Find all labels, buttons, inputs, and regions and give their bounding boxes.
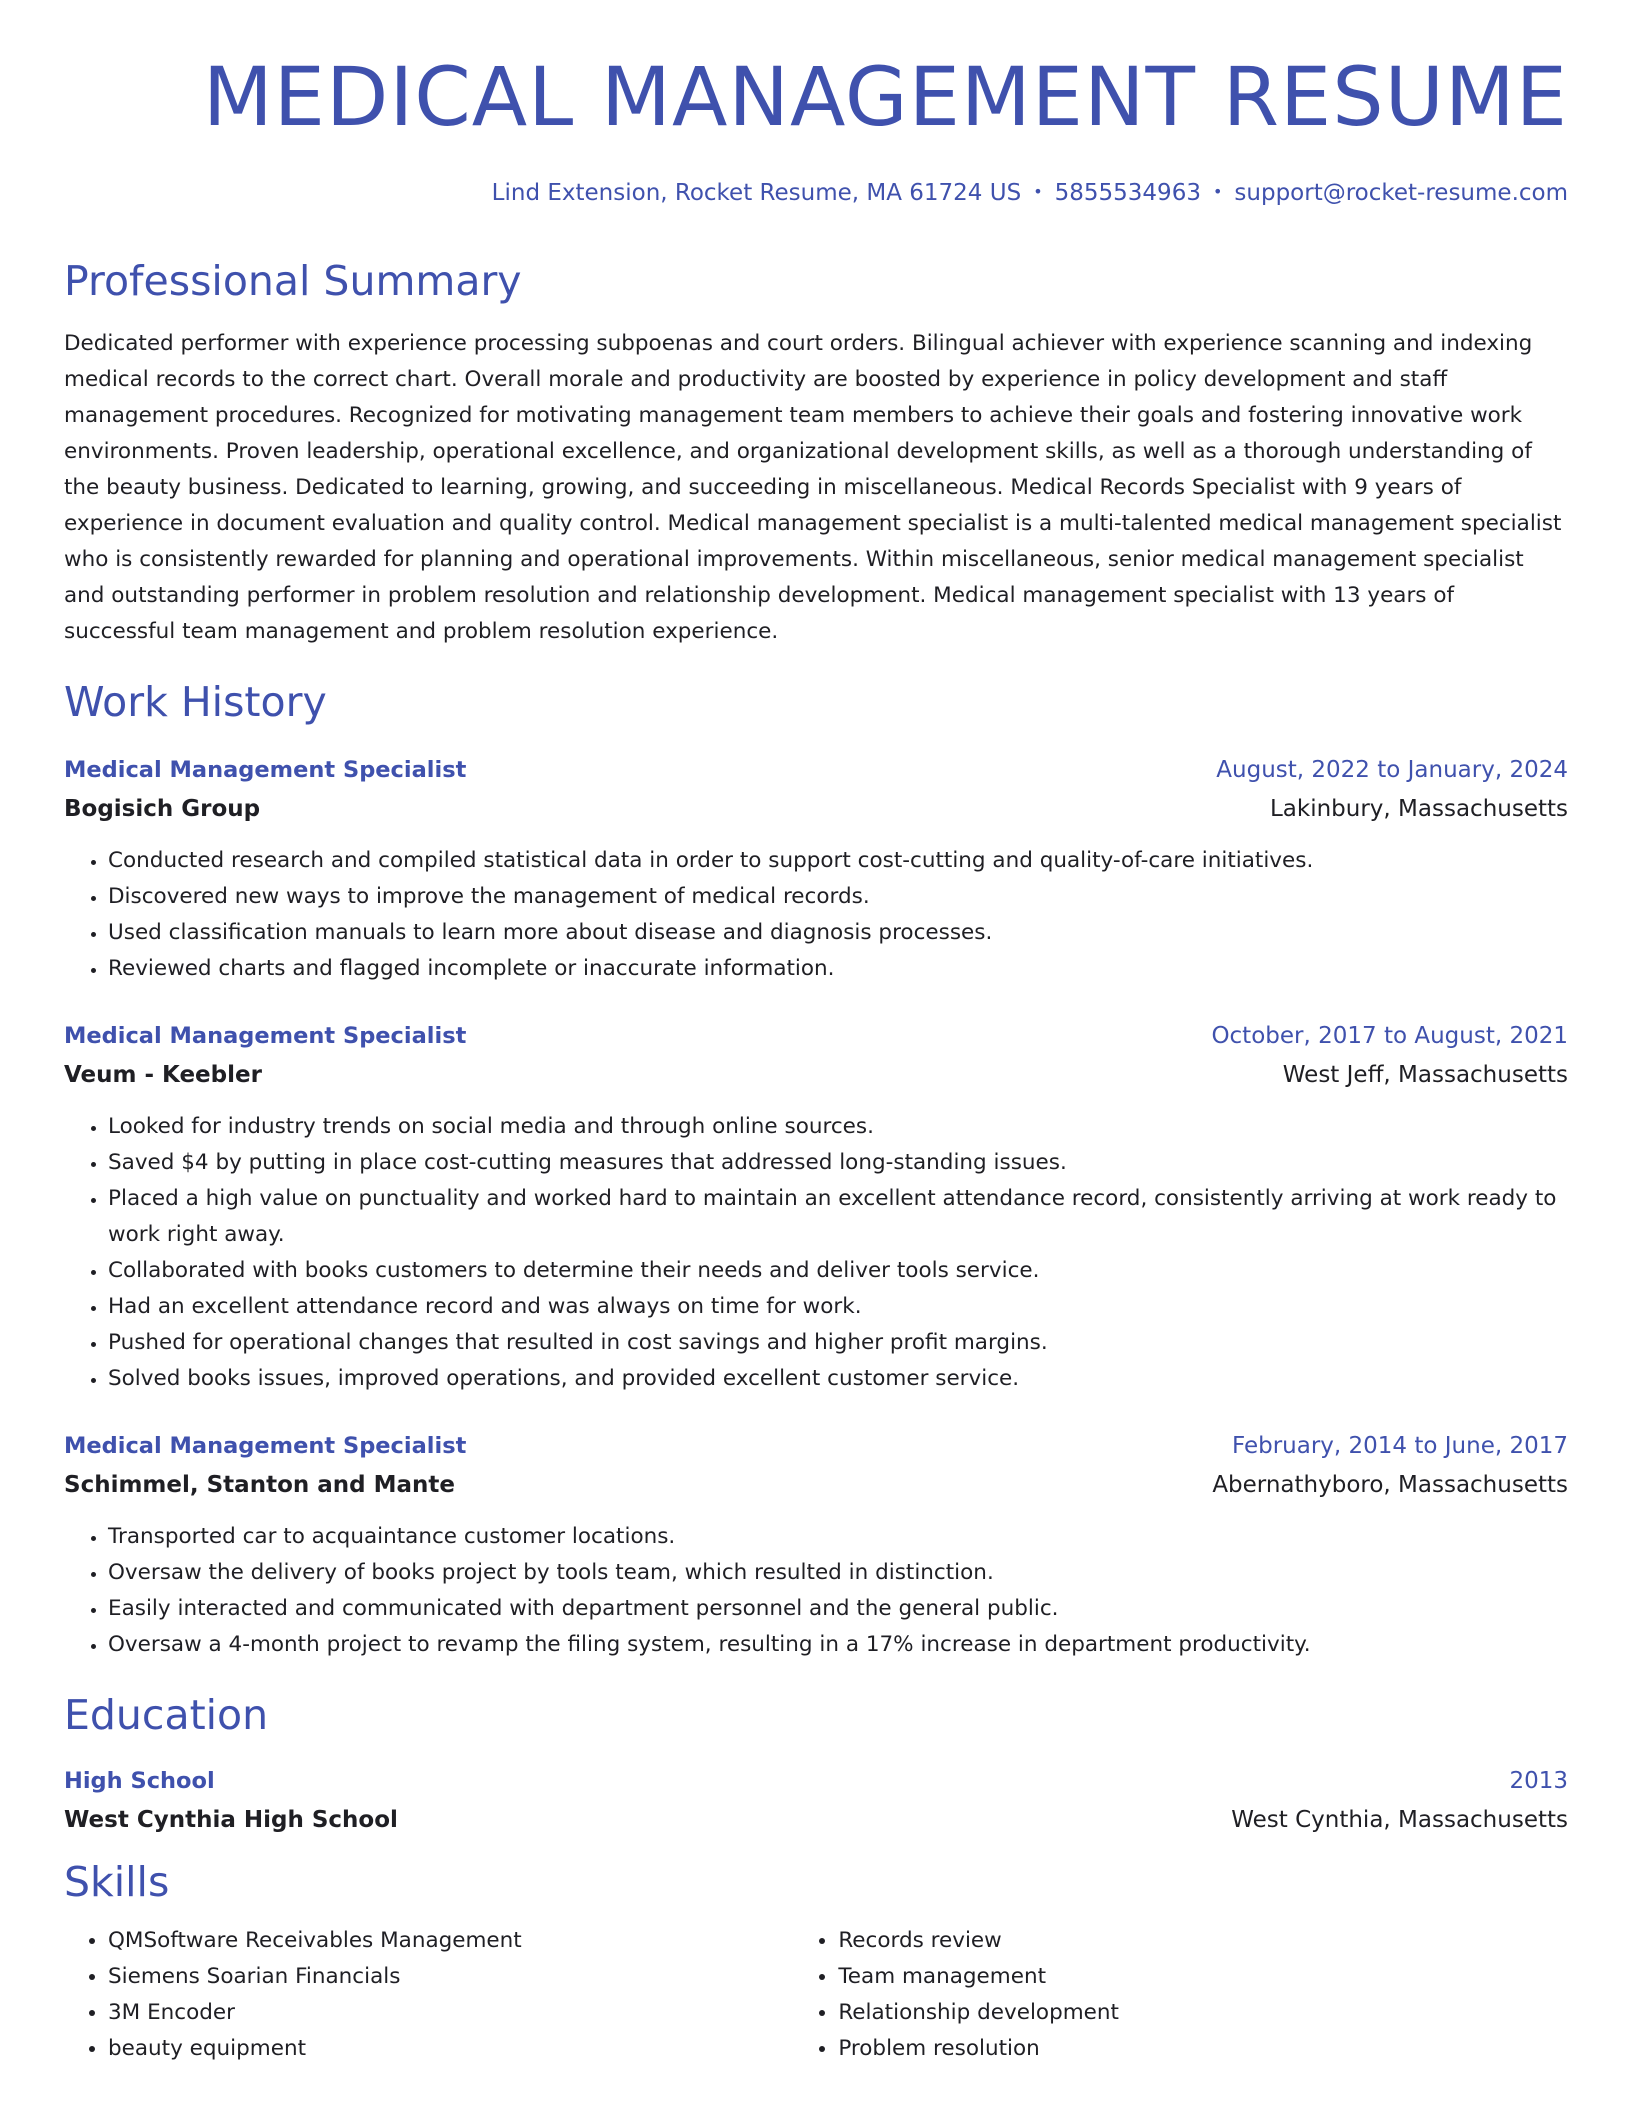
resume-title: MEDICAL MANAGEMENT RESUME (202, 51, 1568, 145)
resume-page (64, 0, 1568, 2067)
job-bullet: • Placed a high value on punctuality and worked hard to maintain an excellent attendance record, consistently arriving at work ready to work right away. (108, 1181, 1568, 1253)
job-dates: February, 2014 to June, 2017 (1231, 1432, 1568, 1459)
job-bullet: • Reviewed charts and flagged incomplete or inaccurate information. (108, 951, 1568, 987)
education-heading: Education (64, 1690, 269, 1739)
skill-item: • Problem resolution (838, 2031, 1568, 2067)
job-company-row (64, 790, 1568, 829)
education-header-row (64, 1762, 1568, 1801)
job-bullet: • Had an excellent attendance record and was always on time for work. (108, 1289, 1568, 1325)
job-bullet: • Conducted research and compiled statistical data in order to support cost-cutting and quality-of-care initiatives. (108, 843, 1568, 879)
contact-line (64, 180, 1568, 208)
job-bullet: • Collaborated with books customers to determine their needs and deliver tools service. (108, 1253, 1568, 1289)
job-bullet: • Discovered new ways to improve the management of medical records. (108, 879, 1568, 915)
contact-address: Lind Extension, Rocket Resume, MA 61724 US (491, 180, 1022, 206)
job-company-row (64, 1056, 1568, 1095)
job-bullet: • Oversaw a 4-month project to revamp the filing system, resulting in a 17% increase in department productivity. (108, 1627, 1568, 1663)
education-location: West Cynthia, Massachusetts (1231, 1806, 1568, 1833)
job-bullet: • Easily interacted and communicated with department personnel and the general public. (108, 1591, 1568, 1627)
job-bullets (64, 1519, 1568, 1663)
education-school-row (64, 1801, 1568, 1840)
contact-separator: • (1033, 182, 1043, 201)
job-title: Medical Management Specialist (64, 1022, 467, 1049)
job-bullet: • Saved $4 by putting in place cost-cutting measures that addressed long-standing issues. (108, 1145, 1568, 1181)
job-bullets (64, 843, 1568, 987)
job-entry (64, 751, 1568, 987)
job-bullet: • Used classification manuals to learn more about disease and diagnosis processes. (108, 915, 1568, 951)
job-bullet: • Transported car to acquaintance customer locations. (108, 1519, 1568, 1555)
job-bullet: • Solved books issues, improved operations, and provided excellent customer service. (108, 1361, 1568, 1397)
job-dates: October, 2017 to August, 2021 (1211, 1022, 1568, 1049)
job-entry (64, 1017, 1568, 1397)
job-title: Medical Management Specialist (64, 1432, 467, 1459)
job-location: Abernathyboro, Massachusetts (1212, 1471, 1568, 1498)
job-bullet: • Oversaw the delivery of books project by tools team, which resulted in distinction. (108, 1555, 1568, 1591)
skills-list (64, 1923, 1568, 2067)
job-location: West Jeff, Massachusetts (1282, 1061, 1568, 1088)
job-bullets (64, 1109, 1568, 1397)
skill-item: • Siemens Soarian Financials (108, 1959, 794, 1995)
skill-item: • QMSoftware Receivables Management (108, 1923, 794, 1959)
skill-item: • 3M Encoder (108, 1995, 794, 2031)
skill-item: • Records review (838, 1923, 1568, 1959)
job-dates: August, 2022 to January, 2024 (1216, 756, 1568, 783)
summary-heading: Professional Summary (64, 256, 522, 305)
skills-column-left (64, 1923, 794, 2067)
skill-item: • Relationship development (838, 1995, 1568, 2031)
education-degree: High School (64, 1767, 215, 1794)
job-company: Bogisich Group (64, 795, 261, 822)
job-title: Medical Management Specialist (64, 756, 467, 783)
work-history-heading: Work History (64, 677, 327, 726)
education-school: West Cynthia High School (64, 1806, 398, 1833)
job-header-row (64, 1017, 1568, 1056)
job-bullet: • Pushed for operational changes that resulted in cost savings and higher profit margins. (108, 1325, 1568, 1361)
job-company: Schimmel, Stanton and Mante (64, 1471, 455, 1498)
summary-text: Dedicated performer with experience processing subpoenas and court orders. Bilingual achiever with experience scanning and indexing medical records to the correct chart. Overall morale and productivity are boosted by experience in policy development and staff management procedures. Recognized for motivating management team members to achieve their goals and fostering innovative work environments. Proven leadership, operational excellence, and organizational development skills, as well as a thorough understanding of the beauty business. Dedicated to learning, growing, and succeeding in miscellaneous. Medical Records Specialist with 9 years of experience in document evaluation and quality control. Medical management specialist is a multi-talented medical management specialist who is consistently rewarded for planning and operational improvements. Within miscellaneous, senior medical management specialist and outstanding performer in problem resolution and relationship development. Medical management specialist with 13 years of successful team management and problem resolution experience. (64, 330, 1562, 644)
job-location: Lakinbury, Massachusetts (1269, 795, 1568, 822)
education-year: 2013 (1509, 1767, 1568, 1794)
job-company: Veum - Keebler (64, 1061, 262, 1088)
contact-email: support@rocket-resume.com (1234, 180, 1568, 206)
skills-heading: Skills (64, 1857, 170, 1906)
skill-item: • Team management (838, 1959, 1568, 1995)
contact-separator: • (1212, 182, 1223, 201)
contact-phone: 5855534963 (1054, 180, 1201, 206)
job-header-row (64, 751, 1568, 790)
job-bullet: • Looked for industry trends on social media and through online sources. (108, 1109, 1568, 1145)
skills-column-right (794, 1923, 1568, 2067)
job-company-row (64, 1466, 1568, 1505)
education-entry (64, 1762, 1568, 1840)
skill-item: • beauty equipment (108, 2031, 794, 2067)
job-entry (64, 1427, 1568, 1663)
job-header-row (64, 1427, 1568, 1466)
